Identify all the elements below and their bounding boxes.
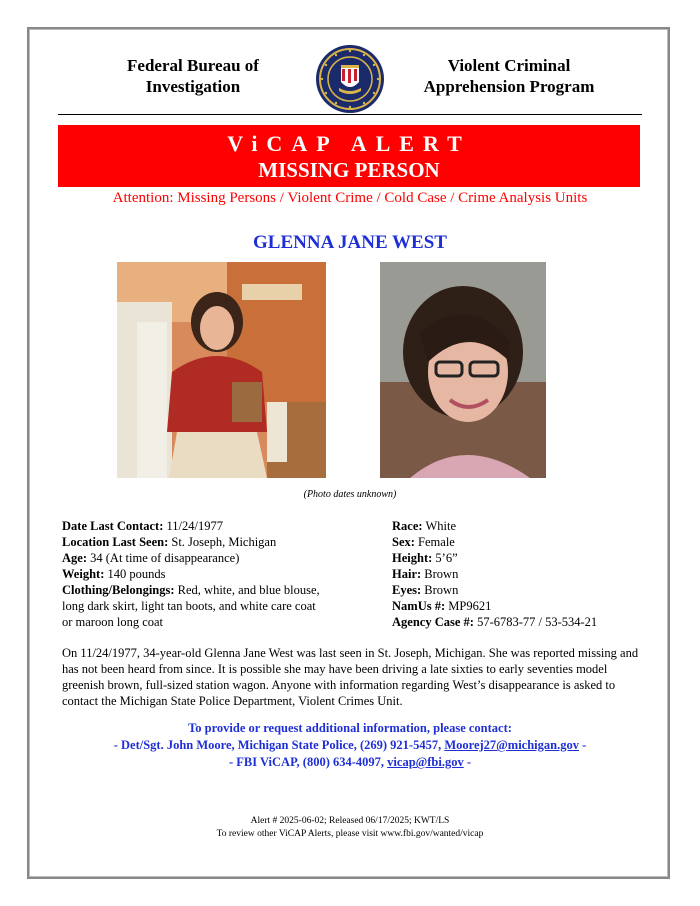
detail-value: Brown: [424, 567, 459, 581]
detail-row: [392, 534, 662, 550]
detail-value: Female: [418, 535, 455, 549]
contact-fbi-text: - FBI ViCAP, (800) 634-4097,: [228, 755, 385, 769]
detail-value: 11/24/1977: [166, 519, 223, 533]
subject-photo-recent: [380, 262, 546, 478]
contact-fbi-end: -: [466, 755, 472, 769]
subject-name: GLENNA JANE WEST: [253, 232, 447, 253]
contact-heading: To provide or request additional information, please contact:: [188, 721, 512, 735]
contact-msp-end: -: [582, 738, 587, 752]
detail-value: Red, white, and blue blouse, long dark skirt, light tan boots, and white care coat or maroon long coat: [62, 583, 320, 629]
alert-banner: [58, 125, 640, 187]
detail-value: MP9621: [448, 599, 492, 613]
msp-email-link[interactable]: Moorej27@michigan.gov: [444, 738, 579, 752]
detail-label: Eyes:: [392, 583, 422, 597]
detail-label: Agency Case #:: [392, 615, 474, 629]
detail-value: St. Joseph, Michigan: [171, 535, 277, 549]
agency-name: [100, 55, 286, 97]
detail-label: Location Last Seen:: [62, 535, 169, 549]
detail-label: Age:: [62, 551, 87, 565]
detail-row: [62, 550, 324, 566]
alert-banner-subtitle: MISSING PERSON: [258, 158, 440, 182]
details-left: [62, 518, 324, 630]
attention-line: Attention: Missing Persons / Violent Crime / Cold Case / Crime Analysis Units: [112, 190, 588, 206]
case-narrative: On 11/24/1977, 34-year-old Glenna Jane West was last seen in St. Joseph, Michigan. She was reported missing and has not been heard from since. It is possible she may have been driving a late sixties to early seventies model greenish brown, full-sized station wagon. Anyone with information regarding West’s disappearance is asked to contact the Michigan State Police Department, Violent Crimes Unit.: [62, 646, 639, 708]
detail-label: Hair:: [392, 567, 422, 581]
vicap-website-note: To review other ViCAP Alerts, please visit www.fbi.gov/wanted/vicap: [216, 829, 484, 839]
program-name-line2: Apprehension Program: [423, 77, 595, 96]
detail-row: [62, 518, 324, 534]
fbi-email-link[interactable]: vicap@fbi.gov: [387, 755, 464, 769]
contact-line-msp: [40, 737, 660, 754]
details-right: [392, 518, 662, 630]
detail-label: Sex:: [392, 535, 415, 549]
detail-label: Date Last Contact:: [62, 519, 164, 533]
contact-msp-text: - Det/Sgt. John Moore, Michigan State Police, (269) 921-5457,: [113, 738, 442, 752]
contact-section: [40, 720, 660, 771]
detail-value: 140 pounds: [107, 567, 166, 581]
detail-row: [62, 566, 324, 582]
detail-row: [392, 518, 662, 534]
detail-value: 5’6”: [435, 551, 458, 565]
detail-row: [62, 582, 324, 630]
subject-photo-vintage: [117, 262, 326, 478]
header-divider: [58, 114, 642, 115]
agency-name-line1: Federal Bureau of: [127, 56, 259, 75]
detail-label: Race:: [392, 519, 423, 533]
detail-row: [62, 534, 324, 550]
detail-label: Weight:: [62, 567, 105, 581]
detail-value: Brown: [424, 583, 459, 597]
detail-value: White: [425, 519, 456, 533]
detail-row: [392, 614, 662, 630]
detail-row: [392, 598, 662, 614]
footer: [40, 815, 660, 841]
agency-name-line2: Investigation: [145, 77, 241, 96]
fbi-seal-icon: [315, 44, 385, 114]
detail-value: 34 (At time of disappearance): [90, 551, 240, 565]
detail-row: [392, 550, 662, 566]
alert-release-info: Alert # 2025-06-02; Released 06/17/2025; KWT/LS: [250, 816, 450, 826]
detail-value: 57-6783-77 / 53-534-21: [477, 615, 598, 629]
detail-label: Clothing/Belongings:: [62, 583, 175, 597]
alert-banner-title: ViCAP ALERT: [227, 131, 471, 156]
photo-caption: (Photo dates unknown): [303, 489, 397, 500]
detail-label: NamUs #:: [392, 599, 446, 613]
detail-row: [392, 582, 662, 598]
program-name-line1: Violent Criminal: [447, 56, 571, 75]
program-name: [408, 55, 610, 97]
contact-line-fbi: [40, 754, 660, 771]
detail-label: Height:: [392, 551, 433, 565]
detail-row: [392, 566, 662, 582]
